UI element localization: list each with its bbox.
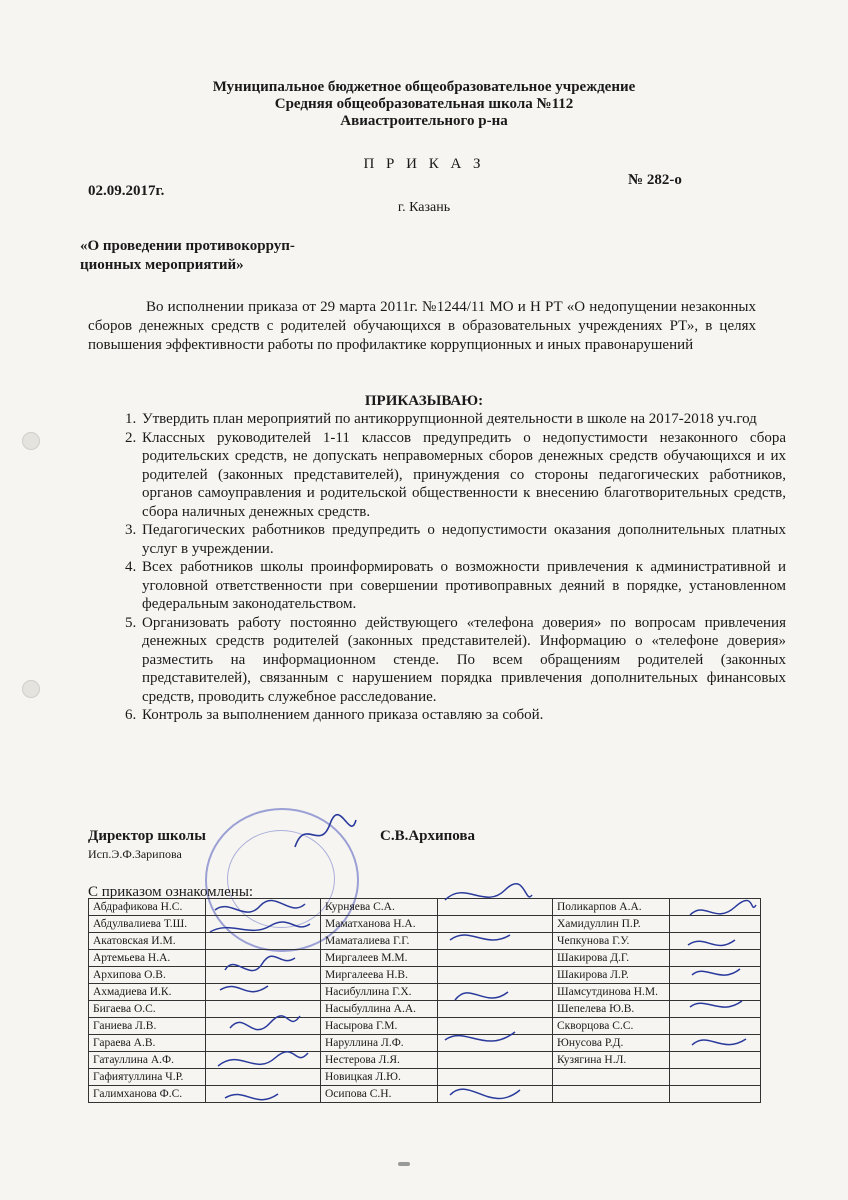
handwritten-signatures-col2 [430, 880, 540, 1130]
order-items-list [110, 410, 786, 725]
preamble-paragraph: Во исполнении приказа от 29 марта 2011г. №1244/11 МО и Н РТ «О недопущении незаконных сборов денежных средств с родителей обучающихся в образовательных учреждениях РТ», в целях повышения эффективности работы по профилактике коррупционных и иных правонарушений [88, 299, 756, 353]
org-name: Муниципальное бюджетное общеобразовательное учреждение [212, 79, 636, 95]
table-row [89, 950, 761, 967]
orders-heading: ПРИКАЗЫВАЮ: [364, 393, 484, 409]
employee-name: Гатауллина А.Ф. [89, 1052, 206, 1069]
employee-name: Шамсутдинова Н.М. [553, 984, 670, 1001]
employee-name: Юнусова Р.Д. [553, 1035, 670, 1052]
subject-line: «О проведении противокорруп- [80, 238, 295, 254]
order-item: 4. Всех работников школы проинформировать о возможности привлечения к административной и уголовной ответственности при совершении противоправных деяний в порядке, установленном федеральным законодательством. [140, 558, 786, 614]
employee-name: Чепкунова Г.У. [553, 933, 670, 950]
table-row [89, 1035, 761, 1052]
document-title: П Р И К А З [363, 156, 485, 172]
employee-name: Миргалеев М.М. [321, 950, 438, 967]
employee-name: Акатовская И.М. [89, 933, 206, 950]
director-signature [290, 812, 360, 857]
signatory-role: Директор школы [88, 828, 206, 844]
employee-name: Гафиятуллина Ч.Р. [89, 1069, 206, 1086]
employee-name: Ганиева Л.В. [89, 1018, 206, 1035]
acknowledgement-label: С приказом ознакомлены: [88, 884, 254, 900]
employee-name: Миргалеева Н.В. [321, 967, 438, 984]
performer-note: Исп.Э.Ф.Зарипова [88, 847, 182, 861]
table-row [89, 1086, 761, 1103]
employee-name: Артемьева Н.А. [89, 950, 206, 967]
employee-name: Маматалиева Г.Г. [321, 933, 438, 950]
order-number: № 282-о [628, 172, 682, 188]
employee-name: Маматханова Н.А. [321, 916, 438, 933]
employee-name: Абдрафикова Н.С. [89, 899, 206, 916]
subject-line: ционных мероприятий» [80, 257, 244, 273]
employee-name: Гараева А.В. [89, 1035, 206, 1052]
order-item: 2. Классных руководителей 1-11 классов предупредить о недопустимости незаконного сбора родительских средств, не допускать неправомерных сборов денежных средств обучающихся и их родителей (законных представителей), принуждения со стороны педагогических работников, органов самоуправления и родительской общественности к внесению благотворительных средств, сбора наличных денежных средств. [140, 429, 786, 522]
employee-name: Ахмадиева И.К. [89, 984, 206, 1001]
employee-name: Нестерова Л.Я. [321, 1052, 438, 1069]
order-item: 5. Организовать работу постоянно действующего «телефона доверия» по вопросам привлечения денежных средств родителей (законных представителей). Информацию о «телефоне доверия» разместить на информационном стенде. По всем обращениям родителей (законных представителей), связанным с нарушением порядка привлечения дополнительных финансовых средств, проводить служебное расследование. [140, 614, 786, 707]
order-date: 02.09.2017г. [88, 183, 165, 199]
table-row [89, 933, 761, 950]
signature-cell [670, 1069, 761, 1086]
page-mark [398, 1162, 410, 1166]
order-item: 1. Утвердить план мероприятий по антикоррупционной деятельности в школе на 2017-2018 уч.год [140, 410, 786, 429]
employee-name: Шакирова Л.Р. [553, 967, 670, 984]
district-name: Авиастроительного р-на [340, 113, 508, 129]
employee-name: Хамидуллин П.Р. [553, 916, 670, 933]
employee-name: Архипова О.В. [89, 967, 206, 984]
employee-name: Абдулвалиева Т.Ш. [89, 916, 206, 933]
employee-name [553, 1086, 670, 1103]
signature-cell [670, 1086, 761, 1103]
employee-name: Курняева С.А. [321, 899, 438, 916]
employee-name: Поликарпов А.А. [553, 899, 670, 916]
table-row [89, 1001, 761, 1018]
order-item: 6. Контроль за выполнением данного приказа оставляю за собой. [140, 706, 786, 725]
employee-name [553, 1069, 670, 1086]
employee-name: Наруллина Л.Ф. [321, 1035, 438, 1052]
handwritten-signatures-col1 [200, 898, 320, 1128]
employee-name: Осипова С.Н. [321, 1086, 438, 1103]
handwritten-signatures-col3 [680, 895, 760, 1065]
acknowledgement-table [88, 898, 761, 1103]
employee-name: Галимханова Ф.С. [89, 1086, 206, 1103]
table-row [89, 916, 761, 933]
table-row [89, 899, 761, 916]
signatory-name: С.В.Архипова [380, 828, 476, 844]
table-row [89, 967, 761, 984]
table-row [89, 1052, 761, 1069]
employee-name: Кузягина Н.Л. [553, 1052, 670, 1069]
employee-name: Бигаева О.С. [89, 1001, 206, 1018]
employee-name: Шакирова Д.Г. [553, 950, 670, 967]
table-row [89, 1018, 761, 1035]
employee-name: Насибуллина Г.Х. [321, 984, 438, 1001]
school-name: Средняя общеобразовательная школа №112 [274, 96, 574, 112]
employee-name: Шепелева Ю.В. [553, 1001, 670, 1018]
table-row [89, 1069, 761, 1086]
employee-name: Насырова Г.М. [321, 1018, 438, 1035]
order-city: г. Казань [397, 200, 451, 215]
employee-name: Новицкая Л.Ю. [321, 1069, 438, 1086]
order-subject [80, 237, 295, 275]
table-row [89, 984, 761, 1001]
employee-name: Насыбуллина А.А. [321, 1001, 438, 1018]
order-item: 3. Педагогических работников предупредить о недопустимости оказания дополнительных платных услуг в учреждении. [140, 521, 786, 558]
employee-name: Скворцова С.С. [553, 1018, 670, 1035]
